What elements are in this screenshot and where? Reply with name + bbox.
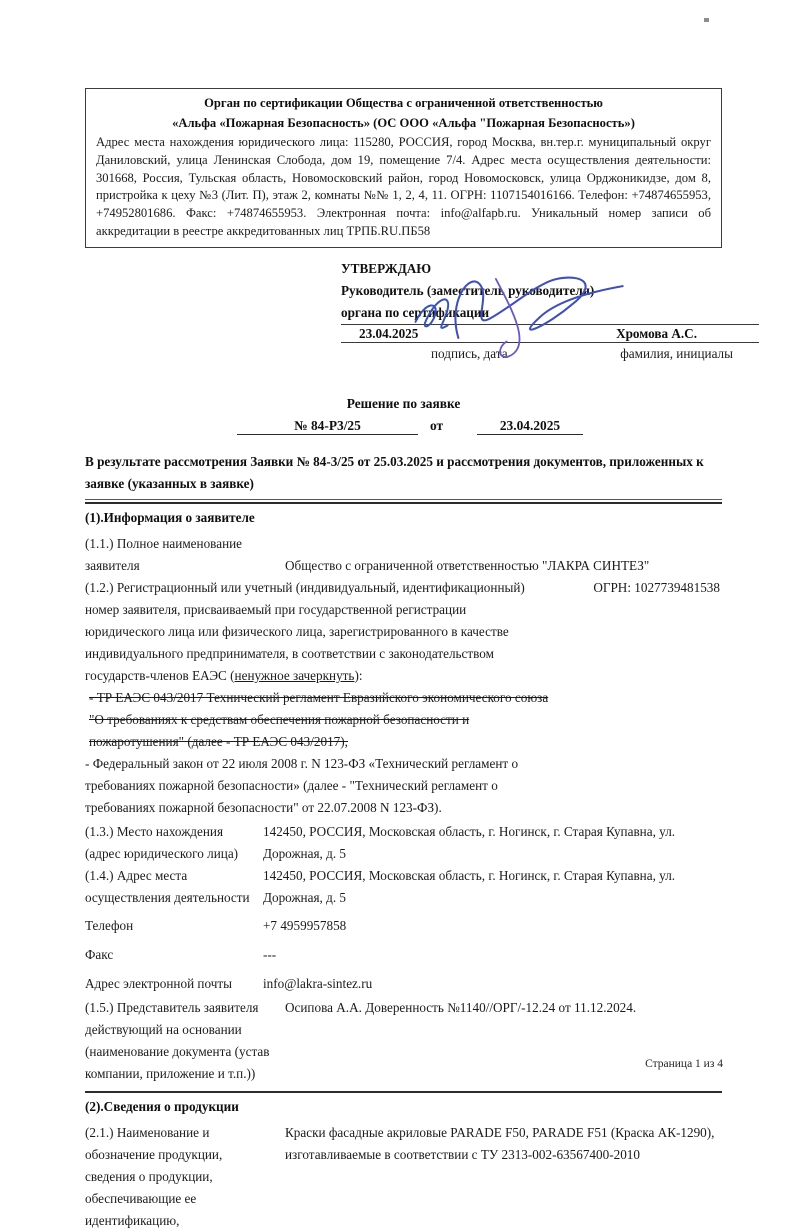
full-name-label: (1.1.) Полное наименование заявителя — [85, 536, 243, 574]
registration-number-label — [85, 577, 537, 687]
section-divider-top — [85, 502, 722, 504]
phone-label: Телефон — [85, 918, 134, 934]
row-email — [85, 973, 722, 995]
registration-label-main: (1.2.) Регистрационный или учетный (индивидуальный, идентификационный) номер заявителя, присваиваемый при государственной регистрации юридического лица или физического лица, зарегистрированного в качестве индивидуального предпринимателя, в соответствии с законодательством государств-членов ЕАЭС ( — [85, 580, 525, 684]
section-divider-2 — [85, 1091, 722, 1093]
row-representative — [85, 997, 722, 1085]
decision-number-row — [85, 418, 722, 440]
section-1-heading: (1).Информация о заявителе — [85, 510, 255, 526]
representative-value: Осипова А.А. Доверенность №1140//ОРГ/-12.24 от 11.12.2024. — [285, 1000, 637, 1016]
email-label: Адрес электронной почты — [85, 976, 232, 992]
signature-row — [341, 325, 759, 342]
intro-paragraph: В результате рассмотрения Заявки № 84-3/25 от 25.03.2025 и рассмотрения документов, приложенных к заявке (указанных в заявке) — [85, 451, 722, 500]
representative-label: (1.5.) Представитель заявителя действующий на основании (наименование документа (устав компании, приложение и т.п.)) — [85, 1000, 270, 1082]
row-full-name — [85, 533, 722, 577]
approver-role-line2: органа по сертификации — [341, 305, 490, 320]
decision-date: 23.04.2025 — [477, 418, 583, 435]
full-name-value: Общество с ограниченной ответственностью "ЛАКРА СИНТЕЗ" — [285, 558, 650, 574]
email-value: info@lakra-sintez.ru — [263, 976, 373, 992]
activity-address-label: (1.4.) Адрес места осуществления деятельности — [85, 868, 250, 906]
activity-address-value: 142450, РОССИЯ, Московская область, г. Ногинск, г. Старая Купавна, ул. Дорожная, д. 5 — [263, 868, 676, 906]
caption-signature-date: подпись, дата — [431, 346, 508, 361]
page-number: Страница 1 из 4 — [645, 1058, 723, 1070]
application-number: № 84-Р3/25 — [237, 418, 418, 435]
approver-name: Хромова А.С. — [616, 325, 697, 341]
fax-value: --- — [263, 947, 277, 963]
row-activity-address — [85, 865, 722, 909]
main-content — [85, 451, 722, 1232]
product-name-label: (2.1.) Наименование и обозначение продукции, сведения о продукции, обеспечивающие ее идентификацию, — [85, 1125, 223, 1229]
caption-name-initials: фамилия, инициалы — [620, 346, 733, 361]
from-label: от — [430, 418, 444, 433]
row-fax — [85, 944, 722, 966]
certification-body-details: Адрес места нахождения юридического лица: 115280, РОССИЯ, город Москва, вн.тер.г. муниципальный округ Даниловский, улица Ленинская Слобода, дом 19, помещение 7/4. Адрес места осуществления деятельности: 301668, Россия, Тульская область, Новомосковский район, город Новомосковск, улица Орджоникидзе, дом 8, пристройка к цеху №3 (Лит. П), этаж 2, комнаты №№ 1, 2, 4, 11. ОГРН: 1107154016166. Телефон: +74874655953, +74952801686. Факс: +74874655953. Электронная почта: info@alfapb.ru. Уникальный номер записи об аккредитации в реестре аккредитованных лиц ТРПБ.RU.ПБ58 — [96, 135, 711, 238]
signature-captions — [341, 345, 759, 363]
row-phone — [85, 915, 722, 937]
location-value: 142450, РОССИЯ, Московская область, г. Ногинск, г. Старая Купавна, ул. Дорожная, д. 5 — [263, 824, 676, 862]
section-2-heading: (2).Сведения о продукции — [85, 1099, 239, 1115]
row-location — [85, 821, 722, 865]
scan-artifact — [704, 18, 709, 22]
registration-label-tail: ): — [354, 668, 363, 684]
approver-role-line1: Руководитель (заместитель руководителя) — [341, 283, 595, 298]
approval-block — [341, 258, 759, 363]
certification-body-name-line1: Орган по сертификации Общества с ограниченной ответственностью — [204, 96, 603, 110]
certification-body-name-line2: «Альфа «Пожарная Безопасность» (ОС ООО «Альфа "Пожарная Безопасность») — [172, 116, 635, 130]
approval-date: 23.04.2025 — [359, 325, 419, 341]
stricken-regulation-item: - ТР ЕАЭС 043/2017 Технический регламент Евразийского экономического союза "О требованиях к средствам обеспечения пожарной безопасности и пожаротушения" (далее - ТР ЕАЭС 043/2017), — [89, 690, 549, 750]
decision-title: Решение по заявке — [346, 396, 461, 411]
product-name-value: Краски фасадные акриловые PARADE F50, PARADE F51 (Краска АК-1290), изготавливаемые в соответствии с ТУ 2313-002-63567400-2010 — [285, 1125, 715, 1163]
approval-title: УТВЕРЖДАЮ — [341, 261, 432, 276]
federal-law-item: - Федеральный закон от 22 июля 2008 г. N 123-ФЗ «Технический регламент о требованиях пожарной безопасности» (далее - "Технический регламент о требованиях пожарной безопасности" от 22.07.2008 N 123-ФЗ). — [85, 756, 519, 816]
ogrn-value: ОГРН: 1027739481538 — [593, 580, 720, 596]
phone-value: +7 4959957858 — [263, 918, 347, 934]
registration-label-underlined: ненужное зачеркнуть — [234, 668, 355, 684]
row-registration-number — [85, 577, 722, 687]
location-label: (1.3.) Место нахождения (адрес юридического лица) — [85, 824, 239, 862]
certification-body-box — [85, 88, 722, 248]
fax-label: Факс — [85, 947, 114, 963]
row-product-name — [85, 1122, 722, 1232]
